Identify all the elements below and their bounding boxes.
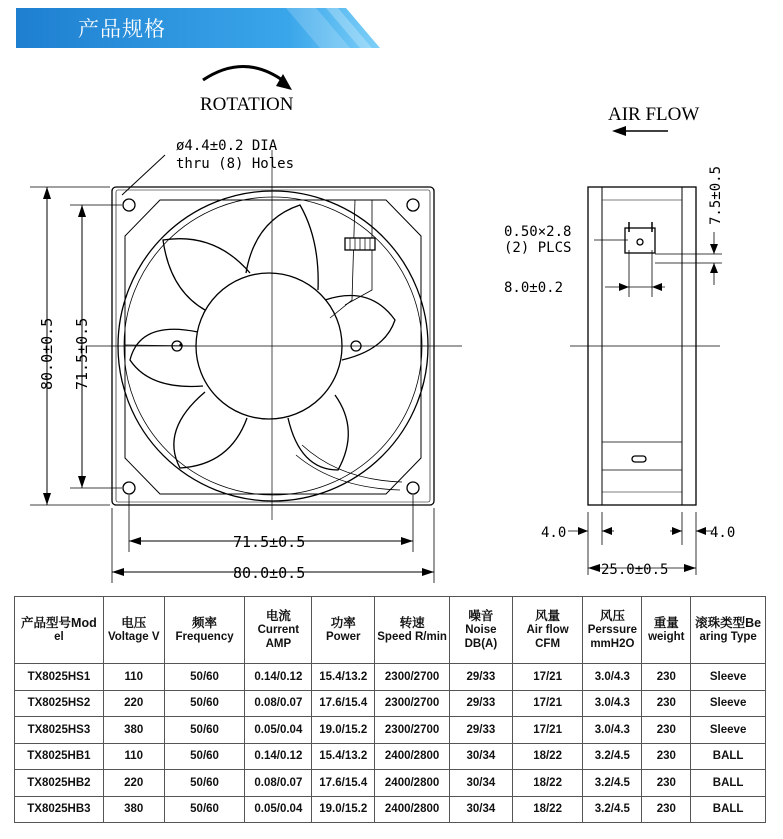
col-current-zh: 电流 bbox=[265, 609, 291, 623]
cell-voltage: 380 bbox=[103, 796, 164, 823]
dim-outer-vertical: 80.0±0.5 bbox=[38, 317, 56, 390]
cell-bearing: BALL bbox=[691, 796, 766, 823]
col-pressure-zh: 风压 bbox=[599, 609, 625, 623]
dim-inner-horizontal: 71.5±0.5 bbox=[233, 533, 306, 551]
pin-label-1: 0.50×2.8 bbox=[504, 224, 572, 240]
col-pressure-en: Perssure mmH2O bbox=[587, 624, 637, 650]
flange-right: 4.0 bbox=[710, 525, 736, 541]
col-weight-en: weight bbox=[648, 631, 685, 643]
col-speed-en: Speed R/min bbox=[377, 631, 447, 643]
cell-noise: 30/34 bbox=[450, 770, 513, 797]
cell-voltage: 380 bbox=[103, 717, 164, 744]
cell-speed: 2400/2800 bbox=[375, 743, 450, 770]
col-current bbox=[245, 597, 312, 664]
col-power-en: Power bbox=[325, 631, 361, 643]
col-frequency-zh: 频率 bbox=[192, 616, 218, 630]
col-frequency-en: Frequency bbox=[175, 631, 234, 643]
col-bearing bbox=[691, 597, 766, 664]
cell-voltage: 110 bbox=[103, 664, 164, 691]
cell-current: 0.05/0.04 bbox=[245, 796, 312, 823]
mount-hole bbox=[407, 199, 419, 211]
cell-weight: 230 bbox=[642, 743, 691, 770]
cell-bearing: Sleeve bbox=[691, 717, 766, 744]
col-noise-en: Noise DB(A) bbox=[464, 624, 498, 650]
cell-power: 17.6/15.4 bbox=[312, 690, 375, 717]
col-airflow bbox=[512, 597, 583, 664]
cell-noise: 29/33 bbox=[450, 717, 513, 744]
col-model-zh: 产品型号Mod bbox=[21, 616, 97, 630]
col-weight-zh: 重量 bbox=[653, 616, 679, 630]
cell-model: TX8025HS1 bbox=[15, 664, 104, 691]
col-airflow-en: Air flow CFM bbox=[526, 624, 569, 650]
col-speed bbox=[375, 597, 450, 664]
cell-noise: 30/34 bbox=[450, 796, 513, 823]
cell-noise: 30/34 bbox=[450, 743, 513, 770]
table-row bbox=[15, 717, 766, 744]
cell-frequency: 50/60 bbox=[164, 796, 245, 823]
cell-current: 0.05/0.04 bbox=[245, 717, 312, 744]
cell-power: 15.4/13.2 bbox=[312, 743, 375, 770]
pin-height: 7.5±0.5 bbox=[708, 165, 724, 225]
cell-airflow: 18/22 bbox=[512, 770, 583, 797]
dim-outer-horizontal: 80.0±0.5 bbox=[233, 564, 306, 582]
cell-weight: 230 bbox=[642, 796, 691, 823]
table-row bbox=[15, 743, 766, 770]
cell-pressure: 3.0/4.3 bbox=[583, 717, 642, 744]
cell-frequency: 50/60 bbox=[164, 717, 245, 744]
col-model bbox=[15, 597, 104, 664]
depth-dimension: 25.0±0.5 bbox=[601, 562, 669, 578]
col-bearing-zh: 滚珠类型Be bbox=[695, 616, 762, 630]
cell-airflow: 17/21 bbox=[512, 664, 583, 691]
cell-frequency: 50/60 bbox=[164, 690, 245, 717]
cell-noise: 29/33 bbox=[450, 690, 513, 717]
cell-speed: 2300/2700 bbox=[375, 690, 450, 717]
airflow-arrow-icon bbox=[612, 126, 626, 136]
col-power bbox=[312, 597, 375, 664]
cell-current: 0.14/0.12 bbox=[245, 664, 312, 691]
cell-frequency: 50/60 bbox=[164, 743, 245, 770]
table-row bbox=[15, 664, 766, 691]
cell-speed: 2400/2800 bbox=[375, 796, 450, 823]
hole-note-1: ø4.4±0.2 DIA bbox=[176, 138, 278, 154]
col-noise-zh: 噪音 bbox=[468, 609, 494, 623]
cell-power: 15.4/13.2 bbox=[312, 664, 375, 691]
cell-speed: 2400/2800 bbox=[375, 770, 450, 797]
cell-pressure: 3.2/4.5 bbox=[583, 796, 642, 823]
cell-weight: 230 bbox=[642, 664, 691, 691]
cell-speed: 2300/2700 bbox=[375, 717, 450, 744]
section-banner bbox=[16, 8, 380, 48]
col-bearing-en: aring Type bbox=[699, 631, 757, 643]
cell-pressure: 3.2/4.5 bbox=[583, 743, 642, 770]
cell-power: 19.0/15.2 bbox=[312, 717, 375, 744]
pin-label-2: (2) PLCS bbox=[504, 240, 572, 256]
hole-note-2: thru (8) Holes bbox=[176, 156, 295, 172]
col-speed-zh: 转速 bbox=[399, 616, 425, 630]
cell-model: TX8025HB1 bbox=[15, 743, 104, 770]
col-frequency bbox=[164, 597, 245, 664]
col-weight bbox=[642, 597, 691, 664]
fan-drawing bbox=[0, 50, 783, 595]
rotation-arrow-icon bbox=[203, 66, 285, 82]
cell-model: TX8025HB2 bbox=[15, 770, 104, 797]
cell-airflow: 17/21 bbox=[512, 717, 583, 744]
cell-power: 17.6/15.4 bbox=[312, 770, 375, 797]
cell-bearing: BALL bbox=[691, 770, 766, 797]
cell-speed: 2300/2700 bbox=[375, 664, 450, 691]
cell-current: 0.08/0.07 bbox=[245, 770, 312, 797]
flange-left: 4.0 bbox=[541, 525, 567, 541]
col-voltage-en: Voltage V bbox=[107, 631, 160, 643]
cell-airflow: 18/22 bbox=[512, 796, 583, 823]
cell-weight: 230 bbox=[642, 690, 691, 717]
cell-airflow: 17/21 bbox=[512, 690, 583, 717]
section-title: 产品规格 bbox=[78, 17, 166, 41]
cell-airflow: 18/22 bbox=[512, 743, 583, 770]
cell-bearing: Sleeve bbox=[691, 664, 766, 691]
table-row bbox=[15, 796, 766, 823]
cell-voltage: 110 bbox=[103, 743, 164, 770]
col-voltage-zh: 电压 bbox=[121, 616, 147, 630]
cell-voltage: 220 bbox=[103, 690, 164, 717]
rotation-label: ROTATION bbox=[200, 94, 294, 115]
cell-pressure: 3.0/4.3 bbox=[583, 664, 642, 691]
spec-table-body bbox=[15, 664, 766, 823]
col-voltage bbox=[103, 597, 164, 664]
col-current-en: Current AMP bbox=[257, 624, 300, 650]
mount-hole bbox=[123, 482, 135, 494]
cell-pressure: 3.2/4.5 bbox=[583, 770, 642, 797]
cell-frequency: 50/60 bbox=[164, 770, 245, 797]
cell-bearing: Sleeve bbox=[691, 690, 766, 717]
mount-hole bbox=[407, 482, 419, 494]
cell-current: 0.14/0.12 bbox=[245, 743, 312, 770]
col-airflow-zh: 风量 bbox=[535, 609, 561, 623]
col-power-zh: 功率 bbox=[330, 616, 356, 630]
col-pressure bbox=[583, 597, 642, 664]
cell-noise: 29/33 bbox=[450, 664, 513, 691]
cell-current: 0.08/0.07 bbox=[245, 690, 312, 717]
cell-power: 19.0/15.2 bbox=[312, 796, 375, 823]
cell-model: TX8025HS3 bbox=[15, 717, 104, 744]
cell-voltage: 220 bbox=[103, 770, 164, 797]
cell-weight: 230 bbox=[642, 770, 691, 797]
table-header-row bbox=[15, 597, 766, 664]
airflow-label: AIR FLOW bbox=[608, 104, 700, 125]
mount-hole bbox=[123, 199, 135, 211]
col-model-en: el bbox=[54, 631, 64, 643]
table-row bbox=[15, 690, 766, 717]
cell-weight: 230 bbox=[642, 717, 691, 744]
dim-inner-vertical: 71.5±0.5 bbox=[73, 317, 91, 390]
cell-model: TX8025HB3 bbox=[15, 796, 104, 823]
table-row bbox=[15, 770, 766, 797]
cell-model: TX8025HS2 bbox=[15, 690, 104, 717]
cell-frequency: 50/60 bbox=[164, 664, 245, 691]
spec-table bbox=[14, 596, 766, 823]
cell-pressure: 3.0/4.3 bbox=[583, 690, 642, 717]
cell-bearing: BALL bbox=[691, 743, 766, 770]
pin-spacing: 8.0±0.2 bbox=[504, 280, 564, 296]
col-noise bbox=[450, 597, 513, 664]
